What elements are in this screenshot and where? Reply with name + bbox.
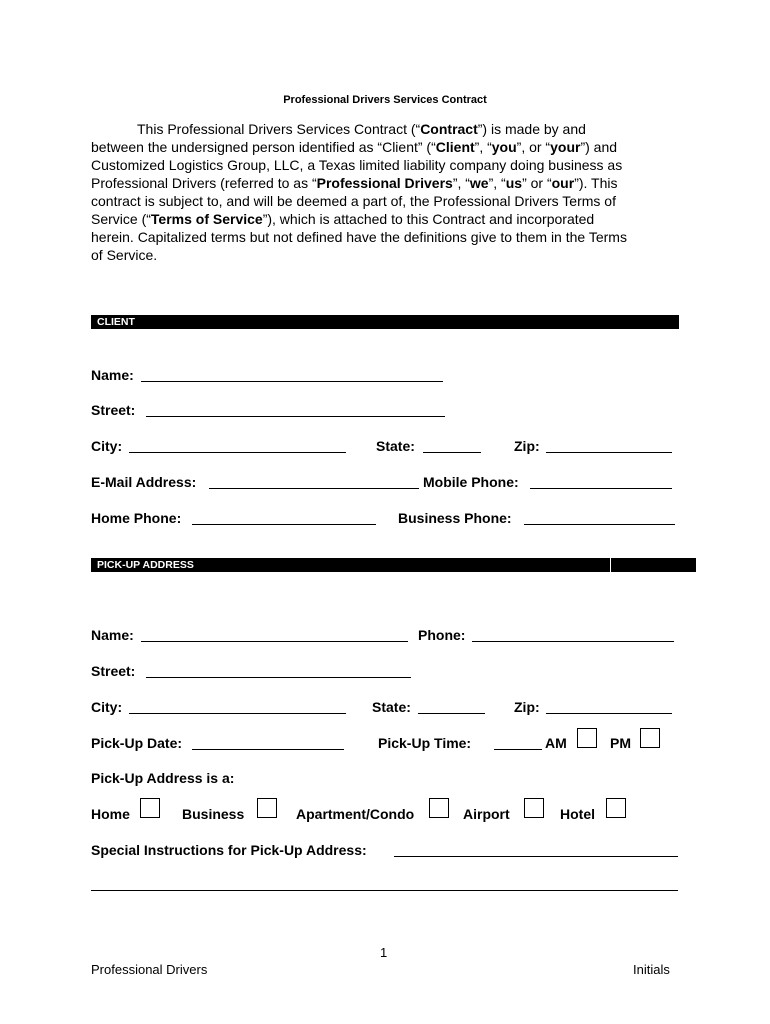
intro-line-2: between the undersigned person identified as “Client” (“Client”, “you”, or “your”) and — [91, 139, 618, 155]
pickup-date-field[interactable] — [192, 749, 344, 750]
intro-line-8: of Service. — [91, 247, 158, 263]
footer-initials: Initials — [633, 962, 670, 977]
client-city-label: City: — [91, 438, 123, 454]
type-hotel-label: Hotel — [560, 806, 595, 822]
client-mobile-label: Mobile Phone: — [423, 474, 519, 490]
pickup-city-label: City: — [91, 699, 123, 715]
type-airport-label: Airport — [463, 806, 510, 822]
pickup-phone-field[interactable] — [472, 641, 674, 642]
client-section-header — [91, 315, 679, 329]
intro-line-5: contract is subject to, and will be deemed a part of, the Professional Drivers Terms of — [91, 193, 616, 209]
footer-left: Professional Drivers — [91, 962, 208, 977]
client-home-phone-field[interactable] — [192, 524, 376, 525]
airport-checkbox[interactable] — [524, 798, 544, 818]
intro-paragraph — [91, 120, 691, 264]
pickup-phone-label: Phone: — [418, 627, 466, 643]
type-business-label: Business — [182, 806, 245, 822]
intro-line-1: This Professional Drivers Services Contract (“Contract”) is made by and — [137, 121, 586, 137]
pickup-time-label: Pick-Up Time: — [378, 735, 472, 751]
business-checkbox[interactable] — [257, 798, 277, 818]
client-email-label: E-Mail Address: — [91, 474, 197, 490]
pickup-name-field[interactable] — [141, 641, 408, 642]
hotel-checkbox[interactable] — [606, 798, 626, 818]
pickup-street-label: Street: — [91, 663, 136, 679]
intro-line-3: Customized Logistics Group, LLC, a Texas limited liability company doing business as — [91, 157, 623, 173]
client-email-field[interactable] — [209, 488, 419, 489]
address-type-label: Pick-Up Address is a: — [91, 770, 235, 786]
pickup-time-field[interactable] — [494, 749, 542, 750]
pm-checkbox[interactable] — [640, 728, 660, 748]
pickup-date-label: Pick-Up Date: — [91, 735, 183, 751]
client-mobile-field[interactable] — [530, 488, 672, 489]
instructions-field-line-2[interactable] — [91, 890, 678, 891]
home-checkbox[interactable] — [140, 798, 160, 818]
pickup-city-field[interactable] — [129, 713, 346, 714]
pm-label: PM — [610, 735, 631, 751]
document-title: Professional Drivers Services Contract — [283, 94, 487, 106]
client-header-label: CLIENT — [97, 316, 135, 328]
pickup-zip-field[interactable] — [546, 713, 672, 714]
page-number: 1 — [380, 945, 388, 960]
apartment-checkbox[interactable] — [429, 798, 449, 818]
pickup-state-label: State: — [372, 699, 411, 715]
type-home-label: Home — [91, 806, 130, 822]
client-state-field[interactable] — [423, 452, 481, 453]
am-checkbox[interactable] — [577, 728, 597, 748]
pickup-section-header — [91, 558, 696, 572]
client-city-field[interactable] — [129, 452, 346, 453]
type-apartment-label: Apartment/Condo — [296, 806, 415, 822]
client-name-field[interactable] — [141, 381, 443, 382]
intro-line-6: Service (“Terms of Service”), which is attached to this Contract and incorporated — [91, 211, 595, 227]
client-business-phone-field[interactable] — [524, 524, 675, 525]
client-zip-field[interactable] — [546, 452, 672, 453]
client-zip-label: Zip: — [514, 438, 540, 454]
client-state-label: State: — [376, 438, 415, 454]
pickup-state-field[interactable] — [418, 713, 485, 714]
pickup-header-label: PICK-UP ADDRESS — [97, 559, 194, 571]
header-divider — [610, 558, 611, 572]
client-street-field[interactable] — [146, 416, 445, 417]
instructions-label: Special Instructions for Pick-Up Address: — [91, 842, 367, 858]
pickup-zip-label: Zip: — [514, 699, 540, 715]
instructions-field-line-1[interactable] — [394, 856, 678, 857]
client-name-label: Name: — [91, 367, 134, 383]
client-home-phone-label: Home Phone: — [91, 510, 182, 526]
intro-line-4: Professional Drivers (referred to as “Professional Drivers”, “we”, “us” or “our”). This — [91, 175, 618, 191]
pickup-street-field[interactable] — [146, 677, 411, 678]
client-business-phone-label: Business Phone: — [398, 510, 512, 526]
am-label: AM — [545, 735, 567, 751]
intro-line-7: herein. Capitalized terms but not defined have the definitions give to them in the Terms — [91, 229, 627, 245]
pickup-name-label: Name: — [91, 627, 134, 643]
client-street-label: Street: — [91, 402, 136, 418]
